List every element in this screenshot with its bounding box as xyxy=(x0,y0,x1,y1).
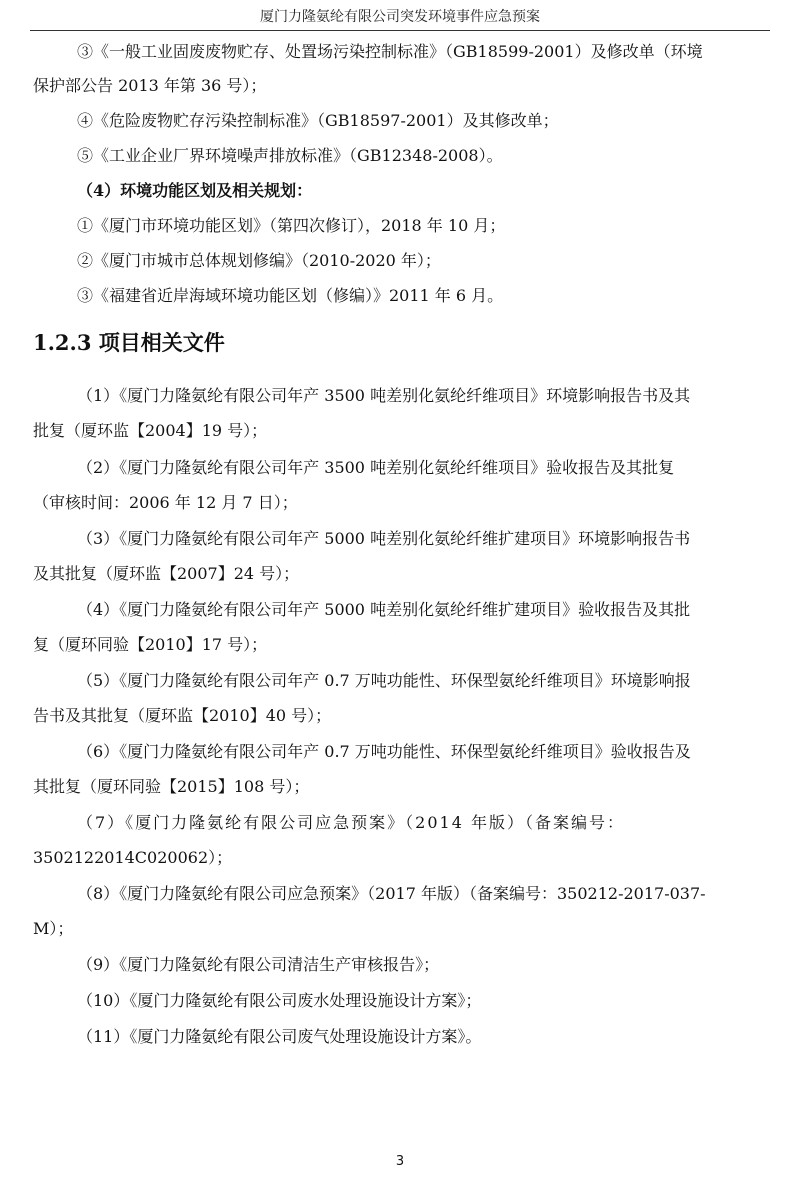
zoning-item-1: ①《厦门市环境功能区划》（第四次修订），2018 年 10 月； xyxy=(77,216,506,235)
zoning-heading: （4）环境功能区划及相关规划： xyxy=(77,181,313,200)
page-number: 3 xyxy=(395,1154,405,1169)
related-doc-1-line-2: 批复（厦环监【2004】19 号）； xyxy=(33,421,268,440)
standard-item-4: ④《危险废物贮存污染控制标准》（GB18597-2001）及其修改单； xyxy=(77,111,559,130)
standard-item-3-line-1: ③《一般工业固废废物贮存、处置场污染控制标准》（GB18599-2001）及修改单（环境 xyxy=(77,42,703,61)
related-doc-5-line-1: （5）《厦门力隆氨纶有限公司年产 0.7 万吨功能性、环保型氨纶纤维项目》环境影响报 xyxy=(77,671,691,690)
related-doc-2-line-1: （2）《厦门力隆氨纶有限公司年产 3500 吨差别化氨纶纤维项目》验收报告及其批复 xyxy=(77,458,675,477)
zoning-item-3: ③《福建省近岸海域环境功能区划（修编）》2011 年 6 月。 xyxy=(77,286,504,305)
standard-item-3-line-2: 保护部公告 2013 年第 36 号）； xyxy=(33,76,267,95)
running-header: 厦门力隆氨纶有限公司突发环境事件应急预案 xyxy=(30,6,770,31)
related-doc-7-line-2: 3502122014C020062）； xyxy=(33,848,233,867)
related-doc-8-line-2: M）； xyxy=(33,919,74,938)
related-doc-4-line-1: （4）《厦门力隆氨纶有限公司年产 5000 吨差别化氨纶纤维扩建项目》验收报告及其批 xyxy=(77,600,691,619)
zoning-item-2: ②《厦门市城市总体规划修编》（2010-2020 年）； xyxy=(77,251,441,270)
related-doc-6-line-2: 其批复（厦环同验【2015】108 号）； xyxy=(33,777,310,796)
related-doc-5-line-2: 告书及其批复（厦环监【2010】40 号）； xyxy=(33,706,332,725)
related-doc-3-line-2: 及其批复（厦环监【2007】24 号）； xyxy=(33,564,300,583)
related-doc-8-line-1: （8）《厦门力隆氨纶有限公司应急预案》（2017 年版）（备案编号：350212-2017-037- xyxy=(77,884,706,903)
related-doc-1-line-1: （1）《厦门力隆氨纶有限公司年产 3500 吨差别化氨纶纤维项目》环境影响报告书及其 xyxy=(77,386,691,405)
section-heading: 1.2.3 项目相关文件 xyxy=(33,330,225,355)
related-doc-2-line-2: （审核时间：2006 年 12 月 7 日）； xyxy=(33,493,298,512)
related-doc-10: （10）《厦门力隆氨纶有限公司废水处理设施设计方案》； xyxy=(77,991,482,1010)
standard-item-5: ⑤《工业企业厂界环境噪声排放标准》（GB12348-2008）。 xyxy=(77,146,503,165)
related-doc-7-line-1: （7）《厦门力隆氨纶有限公司应急预案》（2014 年版）（备案编号： xyxy=(77,813,625,832)
related-doc-11: （11）《厦门力隆氨纶有限公司废气处理设施设计方案》。 xyxy=(77,1027,482,1046)
related-doc-3-line-1: （3）《厦门力隆氨纶有限公司年产 5000 吨差别化氨纶纤维扩建项目》环境影响报告书 xyxy=(77,529,691,548)
related-doc-6-line-1: （6）《厦门力隆氨纶有限公司年产 0.7 万吨功能性、环保型氨纶纤维项目》验收报告及 xyxy=(77,742,691,761)
related-doc-9: （9）《厦门力隆氨纶有限公司清洁生产审核报告》； xyxy=(77,955,440,974)
related-doc-4-line-2: 复（厦环同验【2010】17 号）； xyxy=(33,635,268,654)
